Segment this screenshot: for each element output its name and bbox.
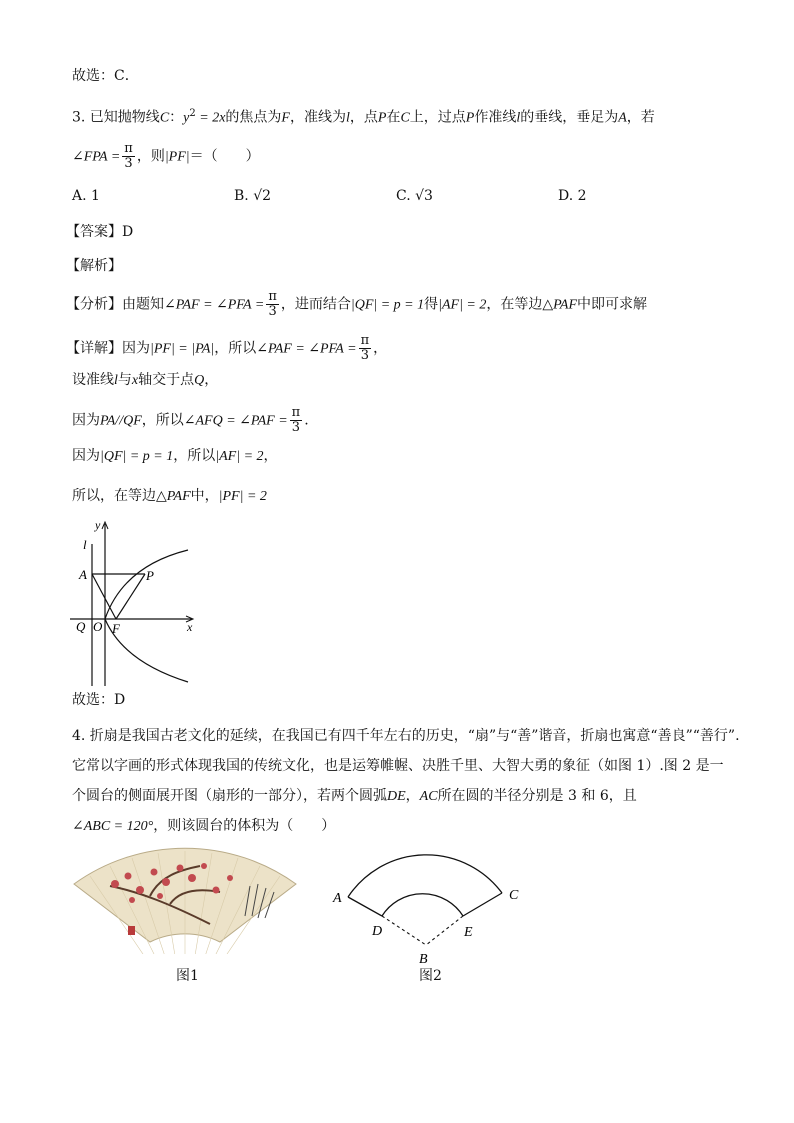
question-3-line-1: 3. 已知抛物线C：$y^2 = 2x$的焦点为F，准线为l，点P在C上，过点P作准线l的垂线，垂足为A，若: [72, 108, 655, 126]
label-y: y: [95, 518, 101, 532]
label-e: E: [464, 925, 473, 940]
question-4-line-2: 它常以字画的形式体现我国的传统文化，也是运筹帷幄、决胜千里、大智大勇的象征（如图 1）.图 2 是一: [72, 758, 724, 774]
detail-line-3: 因为PA//QF，所以∠AFQ = ∠PAF = $\frac{\pi}{3}$ .: [72, 405, 309, 435]
sector-diagram: [328, 846, 528, 970]
detail-line-5: 所以，在等边△PAF中，|PF| = 2: [72, 488, 267, 504]
analysis-line: 【分析】由题知∠PAF = ∠PFA = $\frac{\pi}{3}$ ，进而结合|QF| = p = 1得|AF| = 2，在等边△PAF中即可求解: [66, 289, 648, 319]
option-c: C. √3: [396, 188, 433, 204]
figure-2-caption: 图2: [419, 968, 442, 984]
label-o: O: [93, 619, 103, 634]
arc-ac: [348, 855, 502, 897]
detail-line-2: 设准线l与x轴交于点Q，: [72, 372, 219, 388]
label-q: Q: [76, 619, 86, 634]
label-p: P: [146, 568, 154, 583]
analysis-label: 【解析】: [66, 258, 122, 274]
fraction: $\frac{\pi}{3}$: [291, 405, 301, 435]
arc-de: [382, 894, 463, 916]
segment-ad: [348, 897, 382, 916]
dashed-eb: [426, 916, 463, 945]
segment-ce: [463, 893, 502, 916]
label-d: D: [372, 924, 383, 939]
figure-1-caption: 图1: [176, 968, 199, 984]
dashed-db: [382, 916, 426, 945]
question-4-line-4: ∠ABC = 120°，则该圆台的体积为（ ）: [72, 818, 336, 834]
segment-pf: [116, 574, 145, 619]
label-c: C: [509, 888, 519, 903]
options-row: [72, 186, 712, 206]
answer-line-d: 故选：D: [72, 692, 126, 708]
segment-af: [92, 574, 116, 619]
label-x: x: [187, 620, 193, 634]
label-a: A: [79, 567, 87, 582]
fraction: $\frac{\pi}{3}$: [360, 333, 370, 363]
label-f: F: [112, 621, 120, 636]
label-b: B: [419, 952, 428, 967]
seal-stamp: [128, 926, 135, 935]
answer-label: 【答案】D: [66, 224, 134, 240]
detail-line-1: 【详解】因为|PF| = |PA|，所以∠PAF = ∠PFA = $\frac{\pi}{3}$ ，: [66, 333, 388, 363]
option-d: D. 2: [558, 188, 587, 204]
detail-line-4: 因为|QF| = p = 1，所以|AF| = 2，: [72, 448, 278, 464]
option-a: A. 1: [72, 188, 100, 204]
option-b: B. √2: [234, 188, 272, 204]
painted-fan-image: [70, 846, 302, 954]
question-4-line-3: 个圆台的侧面展开图（扇形的一部分），若两个圆弧DE，AC所在圆的半径分别是 3 和 6，且: [72, 788, 637, 804]
label-l: l: [83, 537, 87, 552]
fraction: $\frac{\pi}{3}$: [268, 289, 277, 319]
question-3-line-2: ∠FPA = $\frac{\pi}{3}$ ，则|PF|＝（ ）: [72, 141, 260, 171]
parabola-figure: [68, 516, 208, 688]
text-line: 故选：C．: [72, 68, 139, 84]
question-4-line-1: 4. 折扇是我国古老文化的延续，在我国已有四千年左右的历史，“扇”与“善”谐音，折扇也寓意“善良”“善行”.: [72, 728, 740, 744]
fraction: $\frac{\pi}{3}$: [124, 141, 133, 171]
label-a: A: [333, 891, 342, 906]
